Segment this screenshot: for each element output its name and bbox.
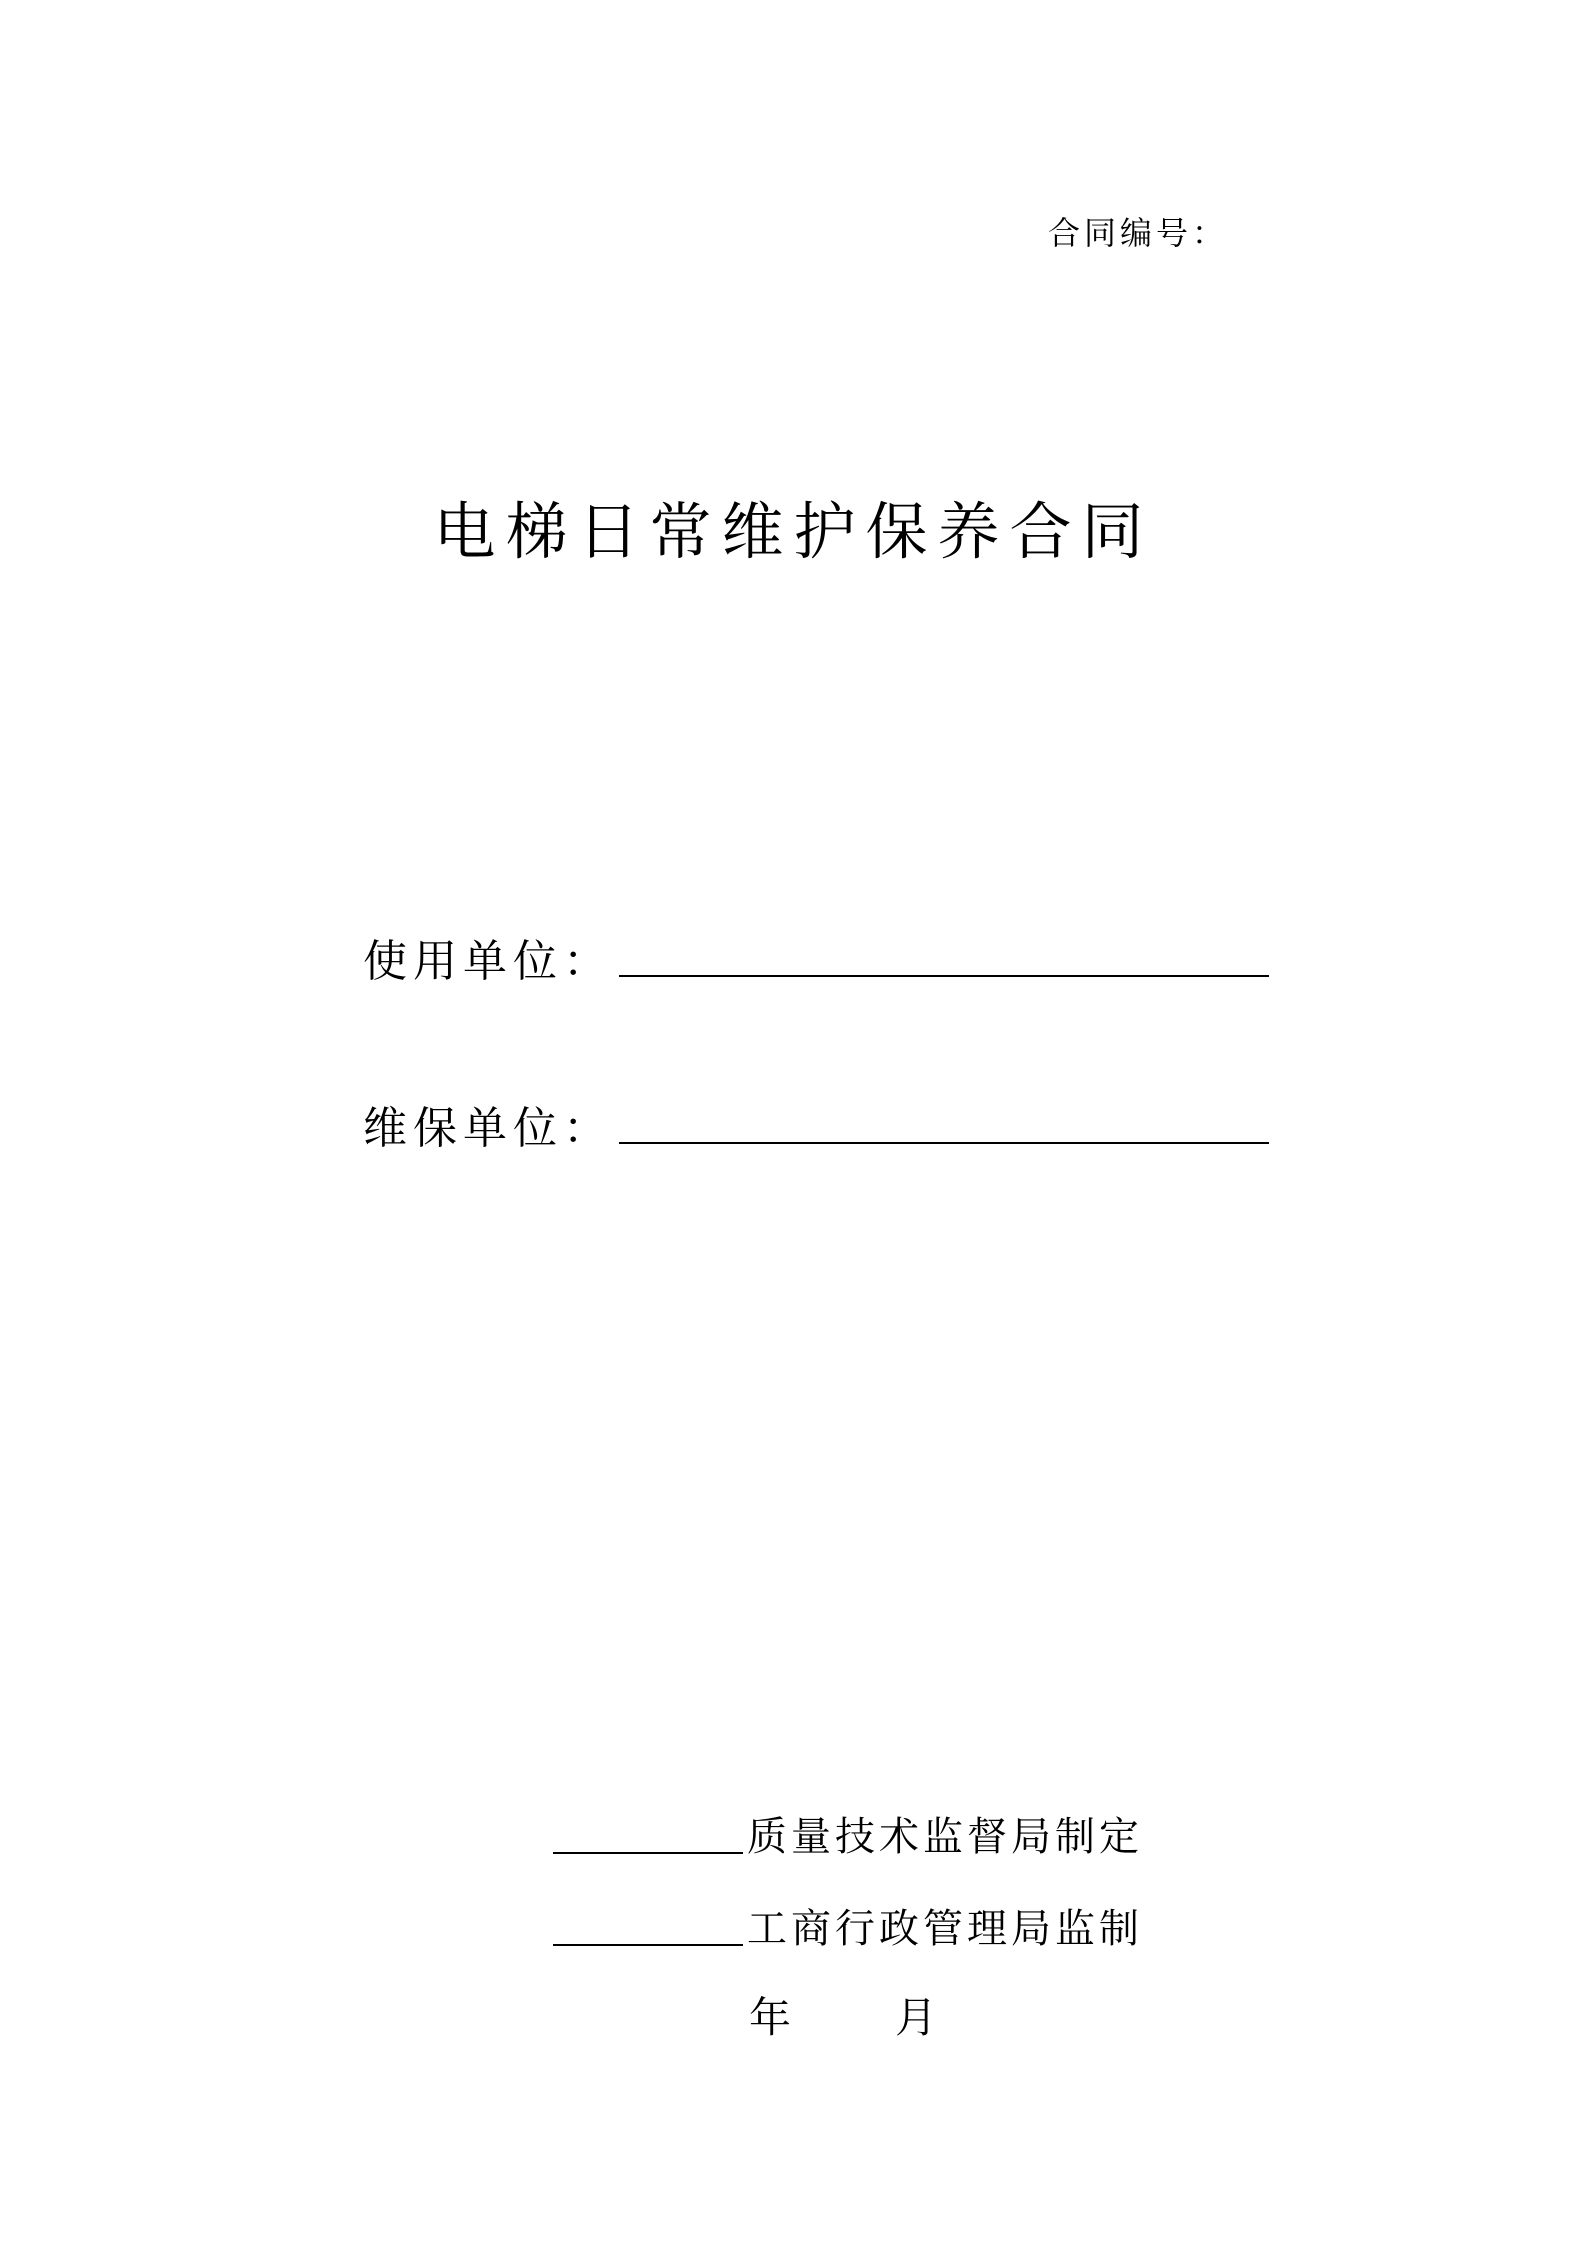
issuer-line-1 bbox=[553, 1805, 1143, 1862]
maintenance-unit-blank[interactable] bbox=[619, 1136, 1269, 1144]
maintenance-unit-label: 维保单位： bbox=[363, 1103, 613, 1154]
issuer-1-text: 质量技术监督局制定 bbox=[747, 1814, 1143, 1860]
issuer-2-text: 工商行政管理局监制 bbox=[747, 1906, 1143, 1952]
issuer-2-blank[interactable] bbox=[553, 1938, 743, 1946]
month-label: 月 bbox=[895, 1993, 938, 2042]
user-unit-label: 使用单位： bbox=[363, 936, 613, 987]
year-label: 年 bbox=[749, 1993, 792, 2042]
user-unit-field bbox=[363, 925, 1269, 989]
maintenance-unit-field bbox=[363, 1092, 1269, 1156]
contract-number-label: 合同编号： bbox=[1048, 214, 1229, 252]
issuer-1-blank[interactable] bbox=[553, 1846, 743, 1854]
user-unit-blank[interactable] bbox=[619, 969, 1269, 977]
date-line bbox=[749, 1985, 937, 2045]
document-title: 电梯日常维护保养合同 bbox=[433, 495, 1154, 568]
issuer-line-2 bbox=[553, 1897, 1143, 1954]
